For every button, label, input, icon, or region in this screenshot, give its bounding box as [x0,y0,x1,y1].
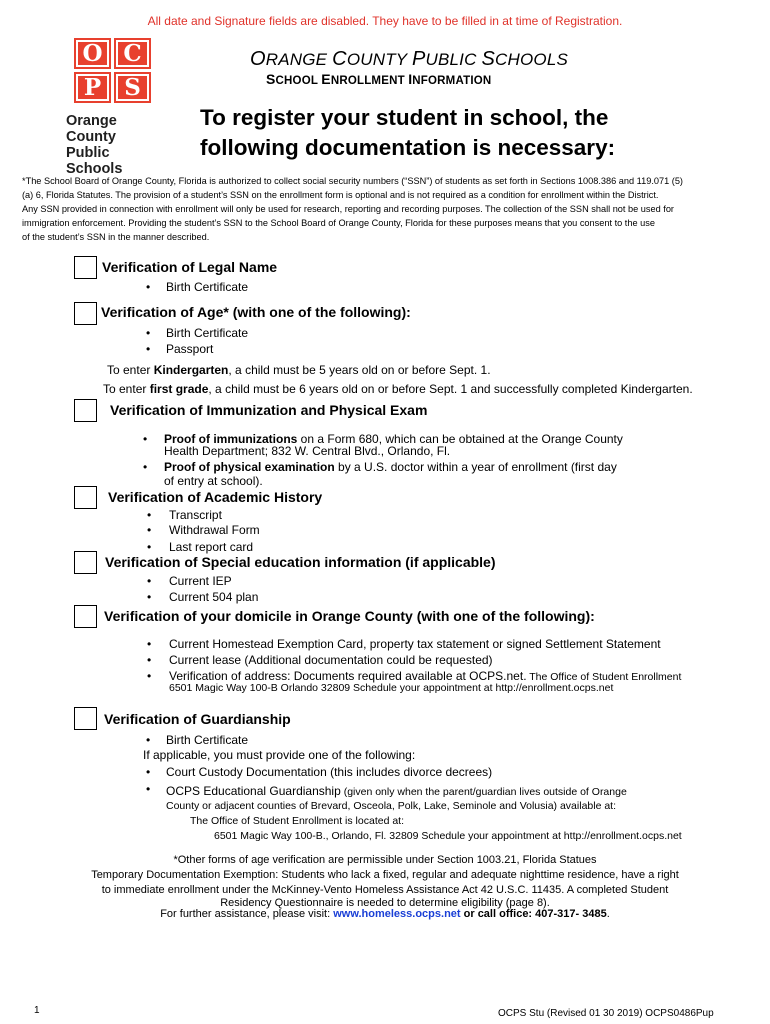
ssn-line: (a) 6, Florida Statutes. The provision of a student’s SSN on the enrollment form is optional and is not required as a condition for enrollment within the District. [22,190,659,200]
list-item: Last report card [169,540,254,554]
physical-exam-item: Proof of physical examination by a U.S. doctor within a year of enrollment (first day [164,460,617,474]
list-item: Current 504 plan [169,590,259,604]
ssn-line: *The School Board of Orange County, Florida is authorized to collect social security numbers (“SSN”) of students as set forth in Sections 1008.386 and 119.071 (5) [22,176,683,186]
domicile-title: Verification of your domicile in Orange County (with one of the following): [104,608,595,624]
list-item: Passport [166,342,214,356]
list-item: Birth Certificate [166,733,249,747]
address-verification-item: Verification of address: Documents required available at OCPS.net. The Office of Student Enrollment [169,669,682,683]
academic-checkbox[interactable] [74,486,97,509]
educational-guardianship-item: OCPS Educational Guardianship (given only when the parent/guardian lives outside of Orange [166,784,627,798]
bullet: • [147,508,152,522]
page-heading [200,103,615,163]
homeless-link[interactable]: www.homeless.ocps.net [333,908,461,920]
list-item: Court Custody Documentation (this includes divorce decrees) [166,765,493,779]
special-ed-title: Verification of Special education information (if applicable) [105,554,496,570]
ssn-disclaimer [22,174,752,244]
immunization-checkbox[interactable] [74,399,97,422]
if-applicable-text: If applicable, you must provide one of the following: [143,748,416,762]
list-item: Current lease (Additional documentation could be requested) [169,653,493,667]
office-address: 6501 Magic Way 100-B., Orlando, Fl. 32809 Schedule your appointment at http://enrollment.ocps.net [214,830,682,842]
office-location-label: The Office of Student Enrollment is located at: [190,815,405,827]
bullet: • [147,574,152,588]
exemption-note: Temporary Documentation Exemption: Students who lack a fixed, regular and adequate nighttime residence, have a right [91,869,679,881]
bullet: • [147,669,152,683]
address-verification-cont: 6501 Magic Way 100-B Orlando 32809 Schedule your appointment at http://enrollment.ocps.net [169,682,614,694]
guardianship-title: Verification of Guardianship [104,711,291,727]
ssn-line: Any SSN provided in connection with enrollment will only be used for research, reporting and recording purposes. The collection of the SSN shall not be used for [22,204,674,214]
list-item: Withdrawal Form [169,523,260,537]
exemption-note-cont: Residency Questionnaire is needed to determine eligibility (page 8). [220,897,550,909]
immunization-item-cont: Health Department; 832 W. Central Blvd., Orlando, Fl. [164,444,451,458]
guardianship-checkbox[interactable] [74,707,97,730]
logo-line-1: Orange County [66,113,117,145]
special-ed-checkbox[interactable] [74,551,97,574]
ssn-line: immigration enforcement. Providing the student’s SSN to the School Board of Orange County, Florida for these purposes means that you consent to the use [22,218,655,228]
logo-wordmark [66,113,156,177]
bullet: • [146,326,151,340]
logo-line-2: Public Schools [66,145,123,177]
first-grade-rule: To enter first grade, a child must be 6 years old on or before Sept. 1 and successfully completed Kindergarten. [103,382,693,396]
bullet: • [147,637,152,651]
educational-guardianship-cont: County or adjacent counties of Brevard, Osceola, Polk, Lake, Seminole and Volusia) available at: [166,800,617,812]
bullet: • [146,280,151,294]
further-assistance: For further assistance, please visit: www.homeless.ocps.net or call office: 407-317- 3485. [160,908,610,920]
bullet: • [147,590,152,604]
age-checkbox[interactable] [74,302,97,325]
org-title: ORANGE COUNTY PUBLIC SCHOOLS [250,48,569,70]
logo-letter: O [74,38,111,69]
disabled-fields-notice: All date and Signature fields are disabled. They have to be filled in at time of Registration. [147,14,623,28]
age-title: Verification of Age* (with one of the following): [101,304,411,320]
bullet: • [147,523,152,537]
bullet: • [146,342,151,356]
list-item: Current Homestead Exemption Card, property tax statement or signed Settlement Statement [169,637,661,651]
exemption-note-cont: to immediate enrollment under the McKinney-Vento Homeless Assistance Act 42 U.S.C. 11435. A completed Student [101,884,669,896]
logo-letter: S [114,72,151,103]
list-item: Birth Certificate [166,280,249,294]
academic-title: Verification of Academic History [108,489,323,505]
ocps-logo [66,38,156,177]
bullet: • [147,653,152,667]
legal-name-title: Verification of Legal Name [102,259,278,275]
legal-name-checkbox[interactable] [74,256,97,279]
logo-letter: C [114,38,151,69]
ocps-logo-mark [74,38,151,103]
document-subtitle: SCHOOL ENROLLMENT INFORMATION [266,71,492,87]
immunization-item: Proof of immunizations on a Form 680, which can be obtained at the Orange County [164,432,623,446]
list-item: Birth Certificate [166,326,249,340]
list-item: Transcript [169,508,222,522]
bullet: • [146,782,151,796]
heading-line-2: following documentation is necessary: [200,135,616,160]
kindergarten-rule: To enter Kindergarten, a child must be 5 years old on or before Sept. 1. [107,363,491,377]
ssn-line: of the student’s SSN in the manner described. [22,232,210,242]
heading-line-1: To register your student in school, the [200,105,609,130]
domicile-checkbox[interactable] [74,605,97,628]
bullet: • [147,540,152,554]
page-number: 1 [34,1005,40,1016]
bullet: • [143,460,148,474]
form-identifier: OCPS Stu (Revised 01 30 2019) OCPS0486Pup [498,1008,714,1019]
age-verification-note: *Other forms of age verification are permissible under Section 1003.21, Florida Statues [173,854,597,866]
bullet: • [146,765,151,779]
list-item: Current IEP [169,574,232,588]
logo-letter: P [74,72,111,103]
bullet: • [143,432,148,446]
bullet: • [146,733,151,747]
physical-exam-item-cont: of entry at school). [164,474,263,488]
immunization-title: Verification of Immunization and Physical Exam [110,402,428,418]
